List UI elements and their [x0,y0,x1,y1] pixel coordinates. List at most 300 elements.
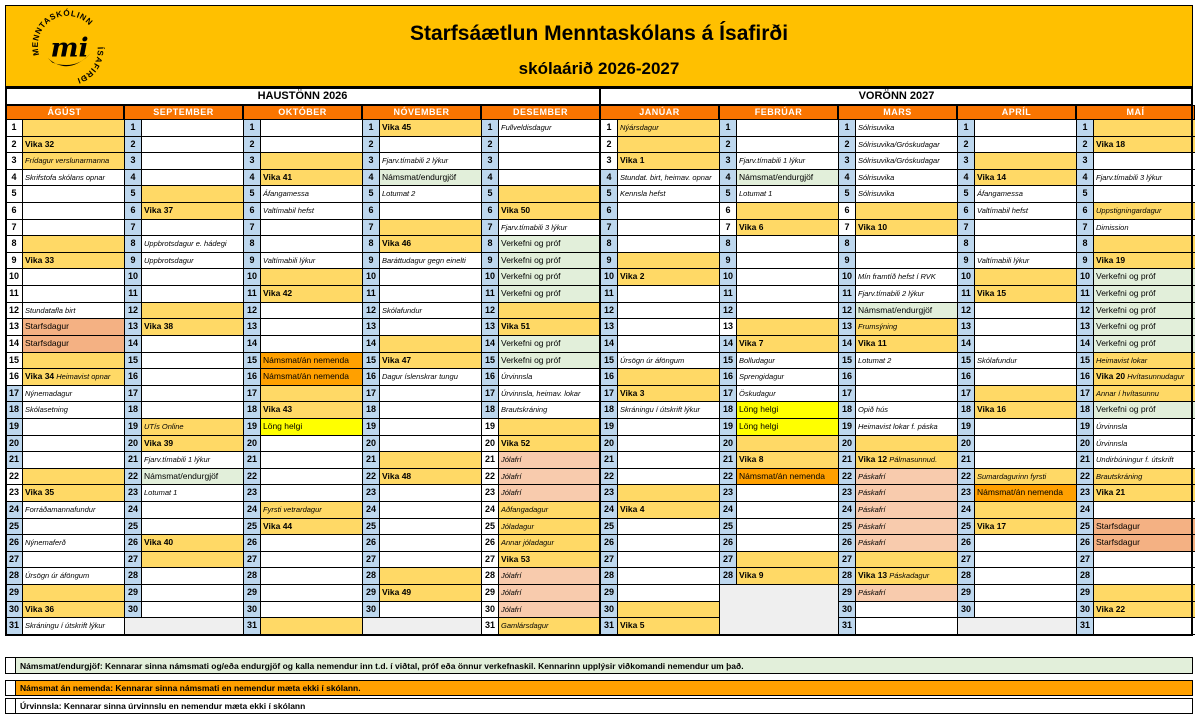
day-row [601,303,719,320]
day-number: 1 [482,120,499,136]
day-row [601,535,719,552]
day-row [482,469,600,486]
day-row [363,519,481,536]
day-event [618,236,719,252]
day-number: 27 [720,552,737,568]
term-separator [599,87,601,636]
day-number: 12 [125,303,142,319]
day-row [720,220,838,237]
day-event: Lotumat 1 [737,186,838,202]
day-event: UTís Online [142,419,243,435]
day-number: 19 [363,419,380,435]
day-number: 30 [125,602,142,618]
month-column-10 [1076,120,1195,635]
day-event: Verkefni og próf [499,253,600,269]
day-row [1077,319,1195,336]
day-number: 1 [6,120,23,136]
day-row [482,220,600,237]
day-row [244,203,362,220]
day-event: Vika 44 [261,519,362,535]
day-event [23,469,124,485]
month-header-1: ÁGÚST [5,105,124,120]
day-number: 28 [482,568,499,584]
day-row [1077,336,1195,353]
day-event: Valtímabil hefst [261,203,362,219]
day-event: Vika 41 [261,170,362,186]
day-event [737,502,838,518]
day-row [482,303,600,320]
day-row [720,336,838,353]
svg-text:ÍSAFIRÐI: ÍSAFIRÐI [75,46,105,86]
day-row [720,137,838,154]
day-number: 26 [1077,535,1094,551]
day-event [618,319,719,335]
day-row [601,585,719,602]
day-event [975,602,1076,618]
day-number: 25 [958,519,975,535]
day-row [482,186,600,203]
day-event: Áfangamessa [261,186,362,202]
day-event [975,436,1076,452]
day-number: 7 [363,220,380,236]
day-row [125,120,243,137]
day-number: 17 [6,386,23,402]
day-row [363,170,481,187]
day-number: 6 [958,203,975,219]
day-event: Valtímabili lýkur [261,253,362,269]
day-number: 13 [244,319,261,335]
day-event [261,236,362,252]
day-event [975,535,1076,551]
day-event: Baráttudagur gegn einelti [380,253,481,269]
day-number: 9 [244,253,261,269]
day-event: Úrvinnsla [1094,419,1195,435]
day-row [482,137,600,154]
day-number: 23 [125,485,142,501]
day-row [6,220,124,237]
legend-text: Úrvinnsla: Kennarar sinna úrvinnslu en nemendur mæta ekki í skólann [15,698,1193,714]
day-number: 12 [601,303,618,319]
month-header-8: MARS [838,105,957,120]
day-number: 7 [1077,220,1094,236]
day-number: 8 [6,236,23,252]
day-row [125,485,243,502]
day-row [839,618,957,635]
day-row [482,153,600,170]
day-event [261,153,362,169]
day-row [363,220,481,237]
day-row [601,253,719,270]
day-row [1077,186,1195,203]
day-row [244,153,362,170]
day-number: 12 [482,303,499,319]
day-row [482,568,600,585]
day-number: 17 [125,386,142,402]
day-event: Vika 4 [618,502,719,518]
day-event [380,452,481,468]
day-number: 6 [482,203,499,219]
day-row [482,286,600,303]
day-event: Valtímabil hefst [975,203,1076,219]
day-row [482,402,600,419]
day-row [482,452,600,469]
day-number: 2 [363,137,380,153]
day-number: 29 [839,585,856,601]
day-event [380,137,481,153]
day-event [261,137,362,153]
day-event [142,502,243,518]
day-row [6,137,124,154]
day-number: 14 [601,336,618,352]
day-number: 6 [244,203,261,219]
day-event: Vika 18 [1094,137,1195,153]
day-row [720,369,838,386]
day-number: 15 [1077,353,1094,369]
day-row [482,519,600,536]
day-row [839,369,957,386]
day-number: 28 [125,568,142,584]
day-number: 6 [1077,203,1094,219]
day-number: 11 [6,286,23,302]
day-row [839,137,957,154]
day-event: Vika 35 [23,485,124,501]
day-event: Páskafrí [856,502,957,518]
day-number: 5 [244,186,261,202]
day-event [261,618,362,634]
day-number: 30 [482,602,499,618]
day-number: 9 [601,253,618,269]
day-event [856,236,957,252]
day-event [856,253,957,269]
empty-days-block [125,618,243,635]
day-row [244,485,362,502]
day-event: Gamlársdagur [499,618,600,634]
day-number: 15 [125,353,142,369]
month-header-10: MAÍ [1076,105,1195,120]
day-row [720,386,838,403]
day-number: 3 [720,153,737,169]
day-row [601,469,719,486]
day-number: 27 [601,552,618,568]
day-row [482,353,600,370]
day-row [1077,618,1195,635]
day-number: 24 [1077,502,1094,518]
day-event [380,568,481,584]
day-event: Opið hús [856,402,957,418]
month-column-6 [600,120,719,635]
day-row [958,170,1076,187]
day-event [261,452,362,468]
day-row [1077,386,1195,403]
day-number: 18 [244,402,261,418]
day-number: 8 [363,236,380,252]
day-number: 20 [839,436,856,452]
empty-days-block [958,618,1076,635]
day-number: 25 [601,519,618,535]
day-row [125,386,243,403]
day-row [1077,502,1195,519]
month-column-5 [481,120,600,635]
day-row [6,535,124,552]
day-number: 17 [482,386,499,402]
day-event [737,286,838,302]
day-number: 7 [601,220,618,236]
day-event: Fyrsti vetrardagur [261,502,362,518]
day-event: Vika 20 Hvítasunnudagur [1094,369,1195,385]
day-row [601,386,719,403]
day-event [380,286,481,302]
day-row [958,220,1076,237]
day-event: Vika 5 [618,618,719,634]
day-event: Vika 21 [1094,485,1195,501]
day-event: Námsmat/án nemenda [261,369,362,385]
day-number: 30 [958,602,975,618]
day-number: 1 [125,120,142,136]
day-row [958,336,1076,353]
day-event: Vika 40 [142,535,243,551]
day-number: 30 [839,602,856,618]
day-row [244,419,362,436]
day-number: 16 [958,369,975,385]
day-row [482,436,600,453]
day-row [244,336,362,353]
day-event: Vika 11 [856,336,957,352]
day-number: 19 [6,419,23,435]
day-number: 2 [244,137,261,153]
day-number: 19 [482,419,499,435]
day-number: 14 [125,336,142,352]
day-number: 8 [720,236,737,252]
day-row [720,353,838,370]
day-event: Heimavist lokar f. páska [856,419,957,435]
day-number: 7 [482,220,499,236]
day-number: 11 [125,286,142,302]
day-event: Annar í hvítasunnu [1094,386,1195,402]
day-number: 6 [839,203,856,219]
svg-text:MENNTASKÓLINN: MENNTASKÓLINN [30,8,95,57]
day-number: 13 [839,319,856,335]
day-event: Páskafrí [856,535,957,551]
day-number: 29 [958,585,975,601]
day-row [1077,602,1195,619]
day-number: 28 [1077,568,1094,584]
day-event [737,253,838,269]
day-event [23,120,124,136]
day-row [244,303,362,320]
day-event: Skólafundur [380,303,481,319]
day-row [363,436,481,453]
month-column-9 [957,120,1076,635]
day-row [1077,203,1195,220]
day-row [958,186,1076,203]
day-number: 23 [482,485,499,501]
day-event: Fjarv.tímabili 3 lýkur [1094,170,1195,186]
day-row [720,402,838,419]
day-row [601,137,719,154]
day-number: 15 [482,353,499,369]
day-event: Vika 2 [618,269,719,285]
day-number: 18 [958,402,975,418]
day-row [839,519,957,536]
day-number: 15 [958,353,975,369]
day-number: 11 [958,286,975,302]
day-number: 22 [1077,469,1094,485]
day-number: 4 [244,170,261,186]
day-number: 9 [1077,253,1094,269]
day-number: 15 [720,353,737,369]
day-row [958,485,1076,502]
day-number: 28 [839,568,856,584]
day-event: Mín framtíð hefst í RVK [856,269,957,285]
day-row [720,203,838,220]
day-number: 24 [6,502,23,518]
day-row [482,602,600,619]
day-event: Undirbúningur f. útskrift [1094,452,1195,468]
day-number: 18 [601,402,618,418]
day-number: 22 [6,469,23,485]
day-row [1077,269,1195,286]
day-event: Vika 53 [499,552,600,568]
day-number: 4 [363,170,380,186]
day-row [601,552,719,569]
day-row [6,253,124,270]
day-row [1077,120,1195,137]
day-row [958,303,1076,320]
day-event: Stundat. birt, heimav. opnar [618,170,719,186]
day-event [1094,552,1195,568]
day-event [23,519,124,535]
day-number: 2 [6,137,23,153]
day-event: Vika 46 [380,236,481,252]
day-number: 16 [244,369,261,385]
day-event [975,386,1076,402]
day-number: 24 [958,502,975,518]
day-number: 14 [839,336,856,352]
day-number: 4 [839,170,856,186]
day-row [1077,568,1195,585]
day-number: 28 [720,568,737,584]
day-row [125,353,243,370]
day-row [839,253,957,270]
day-number: 23 [244,485,261,501]
day-row [1077,253,1195,270]
day-event: Vika 34 Heimavist opnar [23,369,124,385]
day-event: Verkefni og próf [499,336,600,352]
day-row [363,602,481,619]
day-number: 4 [6,170,23,186]
day-event [261,386,362,402]
day-row [6,319,124,336]
day-event [261,120,362,136]
day-event: Vika 47 [380,353,481,369]
day-number: 15 [601,353,618,369]
legend-row-1 [5,657,1193,674]
day-number: 21 [125,452,142,468]
day-row [1077,353,1195,370]
day-row [839,353,957,370]
day-row [720,568,838,585]
day-number: 27 [958,552,975,568]
day-event [380,419,481,435]
day-event [975,236,1076,252]
day-event [975,585,1076,601]
day-row [482,170,600,187]
day-event: Verkefni og próf [1094,336,1195,352]
day-number: 20 [6,436,23,452]
day-row [1077,436,1195,453]
day-number: 25 [6,519,23,535]
day-row [363,485,481,502]
day-row [244,319,362,336]
day-event: Fjarv.tímabili 1 lýkur [142,452,243,468]
day-number: 4 [720,170,737,186]
day-event: Sólrisuvika [856,186,957,202]
day-event: Fjarv.tímabili 2 lýkur [856,286,957,302]
day-number: 13 [720,319,737,335]
day-event: Námsmat/endurgjöf [737,170,838,186]
day-event: Vika 19 [1094,253,1195,269]
day-number: 2 [1077,137,1094,153]
day-row [6,552,124,569]
day-number: 14 [958,336,975,352]
day-row [958,436,1076,453]
day-number: 8 [482,236,499,252]
day-number: 26 [720,535,737,551]
day-number: 9 [720,253,737,269]
day-number: 27 [839,552,856,568]
day-row [363,137,481,154]
day-row [958,386,1076,403]
day-row [720,452,838,469]
day-event [975,220,1076,236]
day-row [125,436,243,453]
day-row [601,402,719,419]
day-row [601,186,719,203]
day-number: 25 [363,519,380,535]
day-event [1094,585,1195,601]
day-number: 23 [839,485,856,501]
day-number: 20 [958,436,975,452]
day-row [720,303,838,320]
day-row [839,203,957,220]
day-event: Uppbrotsdagur e. hádegi [142,236,243,252]
day-event [975,153,1076,169]
day-event: Verkefni og próf [1094,319,1195,335]
day-row [958,419,1076,436]
month-column-3 [243,120,362,635]
day-number: 20 [125,436,142,452]
day-number: 17 [958,386,975,402]
day-row [244,469,362,486]
day-event [142,386,243,402]
day-row [601,452,719,469]
day-event: Nýnemaferð [23,535,124,551]
day-event [737,203,838,219]
day-event [142,353,243,369]
day-number: 10 [125,269,142,285]
day-event: Fullveldisdagur [499,120,600,136]
day-number: 16 [720,369,737,385]
day-number: 16 [125,369,142,385]
day-event: Úrvinnsla [1094,436,1195,452]
day-event [499,419,600,435]
day-number: 9 [839,253,856,269]
day-event: Skólafundur [975,353,1076,369]
legend-row-3 [5,698,1193,714]
day-event [142,552,243,568]
day-number: 15 [839,353,856,369]
day-row [601,353,719,370]
